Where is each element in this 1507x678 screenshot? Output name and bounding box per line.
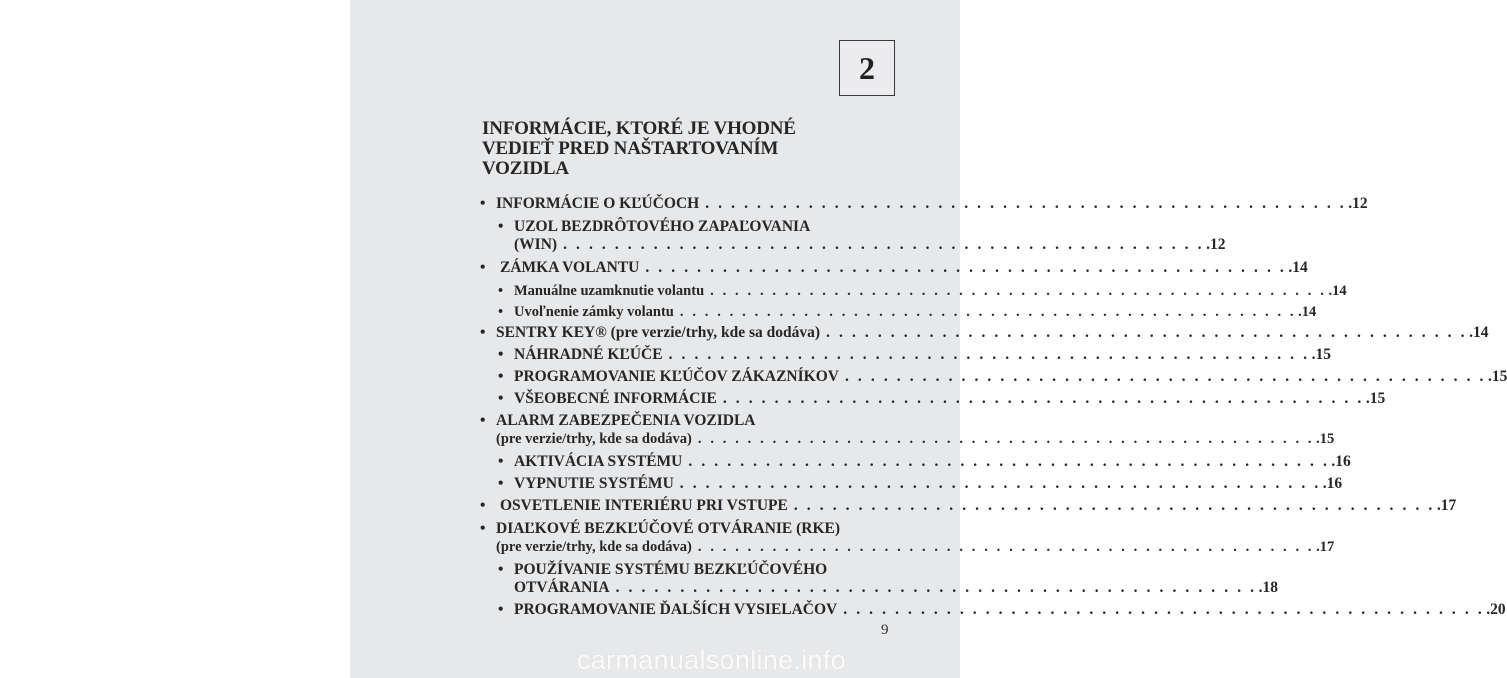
dot-leader: . . . . . . . . . . . . . . . . . . . . . . . . . . . . . . . . . . . . . . . . . . . . . . . . . .: [668, 346, 1310, 363]
dot-leader: . . . . . . . . . . . . . . . . . . . . . . . . . . . . . . . . . . . . . . . . . . . . . . . . . .: [722, 390, 1364, 407]
toc-entry-continuation[interactable]: [496, 538, 1335, 556]
toc-page-number: .15: [1365, 390, 1386, 407]
dot-leader: . . . . . . . . . . . . . . . . . . . . . . . . . . . . . . . . . . . . . . . . . . . . . . . . . .: [705, 195, 1347, 212]
toc-label: VYPNUTIE SYSTÉMU: [514, 475, 674, 492]
toc-page-number: .12: [1206, 236, 1226, 253]
dot-leader: . . . . . . . . . . . . . . . . . . . . . . . . . . . . . . . . . . . . . . . . . . . . . . . . . .: [679, 304, 1297, 320]
toc-entry[interactable]: [498, 218, 898, 236]
toc-entry[interactable]: [498, 475, 1343, 493]
dot-leader: . . . . . . . . . . . . . . . . . . . . . . . . . . . . . . . . . . . . . . . . . . . . . . . . . .: [710, 283, 1327, 299]
bullet-icon: •: [498, 304, 504, 320]
bullet-icon: •: [480, 195, 486, 212]
toc-page-number: .17: [1436, 497, 1457, 514]
toc-label-continuation: (pre verzie/trhy, kde sa dodáva): [496, 539, 692, 555]
blank-left-page: [0, 0, 350, 678]
toc-page-number: .15: [1488, 368, 1507, 385]
toc-entry[interactable]: [498, 303, 1317, 321]
toc-label: ALARM ZABEZPEČENIA VOZIDLA: [496, 412, 756, 429]
toc-label-continuation: (WIN): [514, 236, 558, 253]
toc-label: VŠEOBECNÉ INFORMÁCIE: [514, 390, 717, 407]
dot-leader: . . . . . . . . . . . . . . . . . . . . . . . . . . . . . . . . . . . . . . . . . . . . . . . . . .: [793, 497, 1435, 514]
toc-page-number: .16: [1331, 453, 1351, 470]
dot-leader: . . . . . . . . . . . . . . . . . . . . . . . . . . . . . . . . . . . . . . . . . . . . . . . . . .: [688, 453, 1330, 470]
page-number: 9: [881, 622, 889, 638]
bullet-icon: •: [480, 520, 486, 537]
toc-label: PROGRAMOVANIE ĎALŠÍCH VYSIELAČOV: [514, 601, 838, 618]
toc-entry[interactable]: [480, 497, 1457, 515]
toc-label: Uvoľnenie zámky volantu: [514, 304, 674, 320]
toc-label-continuation: (pre verzie/trhy, kde sa dodáva): [496, 431, 692, 447]
toc-label: POUŽÍVANIE SYSTÉMU BEZKĽÚČOVÉHO: [514, 561, 828, 578]
toc-label: ZÁMKA VOLANTU: [500, 259, 640, 276]
toc-page-number: .14: [1298, 304, 1317, 320]
dot-leader: . . . . . . . . . . . . . . . . . . . . . . . . . . . . . . . . . . . . . . . . . . . . . . . . . .: [563, 236, 1205, 253]
dot-leader: . . . . . . . . . . . . . . . . . . . . . . . . . . . . . . . . . . . . . . . . . . . . . . . . . .: [826, 324, 1468, 341]
toc-entry-continuation[interactable]: [514, 579, 1278, 597]
toc-label: Manuálne uzamknutie volantu: [514, 283, 705, 299]
toc-page-number: .12: [1348, 195, 1368, 212]
chapter-heading: [482, 119, 902, 179]
toc-entry[interactable]: [480, 259, 1308, 277]
dot-leader: . . . . . . . . . . . . . . . . . . . . . . . . . . . . . . . . . . . . . . . . . . . . . . . . . .: [697, 431, 1315, 447]
toc-entry[interactable]: [480, 324, 1489, 342]
bullet-icon: •: [498, 390, 504, 407]
toc-entry[interactable]: [498, 282, 1347, 300]
bullet-icon: •: [498, 368, 504, 385]
toc-entry[interactable]: [498, 390, 1386, 408]
toc-entry[interactable]: [480, 520, 898, 538]
toc-entry[interactable]: [480, 195, 1368, 213]
bullet-icon: •: [498, 218, 504, 235]
bullet-icon: •: [480, 324, 486, 341]
watermark: carmanualsonline.info: [577, 645, 846, 675]
dot-leader: . . . . . . . . . . . . . . . . . . . . . . . . . . . . . . . . . . . . . . . . . . . . . . . . . .: [679, 475, 1321, 492]
bullet-icon: •: [498, 346, 504, 363]
toc-label: AKTIVÁCIA SYSTÉMU: [514, 453, 683, 470]
toc-entry[interactable]: [498, 346, 1331, 364]
dot-leader: . . . . . . . . . . . . . . . . . . . . . . . . . . . . . . . . . . . . . . . . . . . . . . . . . .: [645, 259, 1287, 276]
toc-page-number: .20: [1486, 601, 1506, 618]
toc-label-continuation: OTVÁRANIA: [514, 579, 610, 596]
toc-entry[interactable]: [480, 412, 898, 430]
toc-label: INFORMÁCIE O KĽÚČOCH: [496, 195, 700, 212]
bullet-icon: •: [498, 561, 504, 578]
dot-leader: . . . . . . . . . . . . . . . . . . . . . . . . . . . . . . . . . . . . . . . . . . . . . . . . . .: [843, 601, 1485, 618]
bullet-icon: •: [498, 283, 504, 299]
heading-line: VOZIDLA: [482, 158, 569, 179]
chapter-number-box: 2: [839, 40, 895, 96]
bullet-icon: •: [480, 259, 486, 276]
toc-page-number: .18: [1258, 579, 1278, 596]
bullet-icon: •: [480, 497, 486, 514]
toc-entry-continuation[interactable]: [496, 430, 1335, 448]
dot-leader: . . . . . . . . . . . . . . . . . . . . . . . . . . . . . . . . . . . . . . . . . . . . . . . . . .: [615, 579, 1257, 596]
toc-label: NÁHRADNÉ KĽÚČE: [514, 346, 663, 363]
toc-label: SENTRY KEY® (pre verzie/trhy, kde sa dodáva): [496, 324, 821, 341]
heading-line: INFORMÁCIE, KTORÉ JE VHODNÉ: [482, 118, 796, 139]
toc-label: UZOL BEZDRÔTOVÉHO ZAPAĽOVANIA: [514, 218, 811, 235]
toc-entry[interactable]: [498, 601, 1506, 619]
toc-page-number: .14: [1328, 283, 1347, 299]
toc-entry-continuation[interactable]: [514, 236, 1226, 254]
toc-page-number: .17: [1316, 539, 1335, 555]
toc-page-number: .16: [1322, 475, 1343, 492]
dot-leader: . . . . . . . . . . . . . . . . . . . . . . . . . . . . . . . . . . . . . . . . . . . . . . . . . .: [844, 368, 1486, 385]
toc-entry[interactable]: [498, 368, 1507, 386]
bullet-icon: •: [498, 453, 504, 470]
toc-page-number: .15: [1311, 346, 1331, 363]
toc-label: DIAĽKOVÉ BEZKĽÚČOVÉ OTVÁRANIE (RKE): [496, 520, 841, 537]
toc-page-number: .14: [1288, 259, 1308, 276]
bullet-icon: •: [498, 601, 504, 618]
dot-leader: . . . . . . . . . . . . . . . . . . . . . . . . . . . . . . . . . . . . . . . . . . . . . . . . . .: [697, 539, 1315, 555]
toc-page-number: .14: [1469, 324, 1489, 341]
toc-entry[interactable]: [498, 453, 1351, 471]
toc-page-number: .15: [1316, 431, 1335, 447]
toc-entry[interactable]: [498, 561, 898, 579]
bullet-icon: •: [480, 412, 486, 429]
toc-label: OSVETLENIE INTERIÉRU PRI VSTUPE: [500, 497, 788, 514]
heading-line: VEDIEŤ PRED NAŠTARTOVANÍM: [482, 138, 779, 159]
toc-label: PROGRAMOVANIE KĽÚČOV ZÁKAZNÍKOV: [514, 368, 839, 385]
bullet-icon: •: [498, 475, 504, 492]
